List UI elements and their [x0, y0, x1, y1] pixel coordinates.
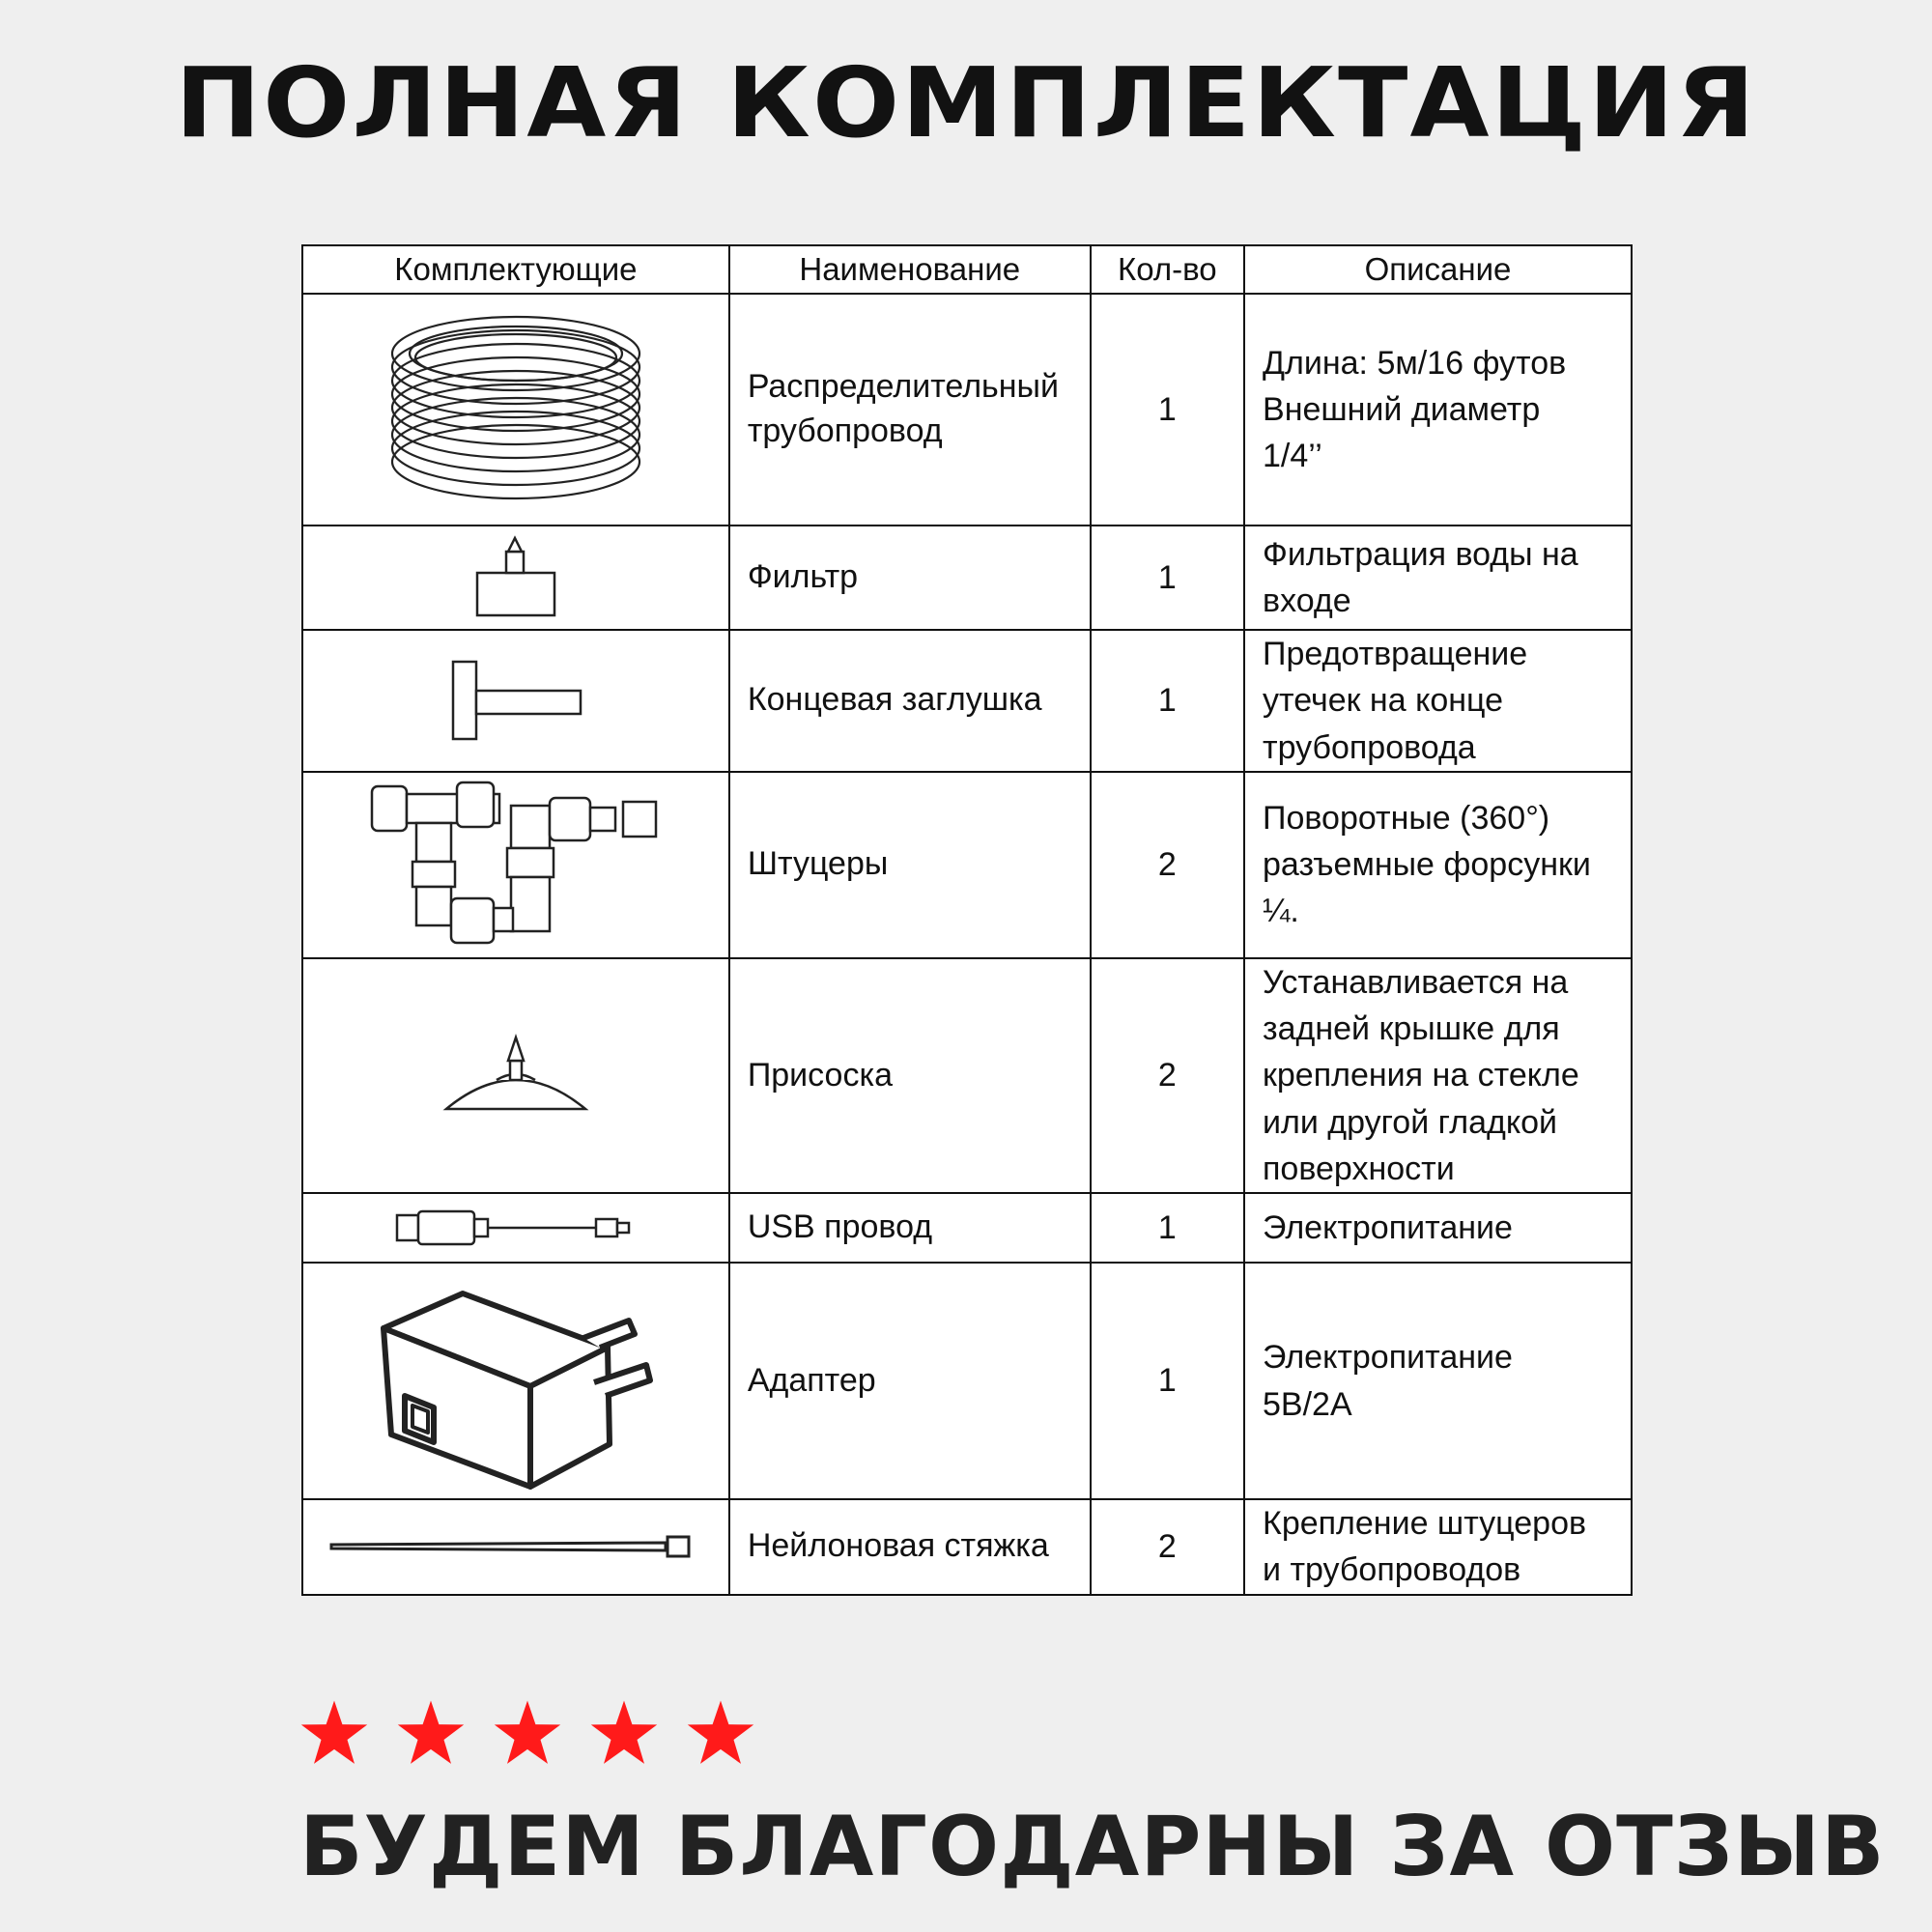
tubing-coil-icon	[385, 303, 646, 516]
item-description: Предотвращение утечек на конце трубопровода	[1244, 630, 1632, 772]
table-row	[302, 1499, 1632, 1595]
fittings-icon	[366, 773, 666, 956]
review-request: БУДЕМ БЛАГОДАРНЫ ЗА ОТЗЫВ	[299, 1799, 1886, 1895]
table-row	[302, 1263, 1632, 1499]
item-description: Крепление штуцеров и трубопроводов	[1244, 1499, 1632, 1595]
item-description: Электропитание	[1244, 1193, 1632, 1263]
usb-cable-icon	[395, 1204, 637, 1252]
components-table	[301, 244, 1633, 1596]
star-icon	[396, 1700, 466, 1768]
item-description: Поворотные (360°) разъемные форсунки ¼.	[1244, 772, 1632, 958]
item-qty: 1	[1091, 526, 1244, 630]
item-description: Фильтрация воды на входе	[1244, 526, 1632, 630]
item-description: Устанавливается на задней крышке для крепления на стекле или другой гладкой поверхности	[1244, 958, 1632, 1193]
table-row	[302, 294, 1632, 526]
end-plug-icon	[443, 657, 588, 744]
power-adapter-icon	[376, 1270, 656, 1492]
item-description: Электропитание 5В/2А	[1244, 1263, 1632, 1499]
table-row	[302, 630, 1632, 772]
item-name: Распределительный трубопровод	[729, 294, 1091, 526]
item-name: Адаптер	[729, 1263, 1091, 1499]
star-icon	[589, 1700, 659, 1768]
header-description: Описание	[1244, 245, 1632, 294]
item-qty: 2	[1091, 958, 1244, 1193]
star-icon	[299, 1700, 369, 1768]
table-header-row	[302, 245, 1632, 294]
item-name: USB провод	[729, 1193, 1091, 1263]
item-qty: 1	[1091, 1263, 1244, 1499]
item-name: Присоска	[729, 958, 1091, 1193]
star-icon	[493, 1700, 562, 1768]
header-name: Наименование	[729, 245, 1091, 294]
item-qty: 1	[1091, 1193, 1244, 1263]
suction-cup-icon	[439, 1032, 593, 1119]
item-name: Концевая заглушка	[729, 630, 1091, 772]
item-name: Штуцеры	[729, 772, 1091, 958]
table-row	[302, 526, 1632, 630]
cable-tie-icon	[327, 1527, 704, 1566]
filter-icon	[468, 534, 564, 621]
header-qty: Кол-во	[1091, 245, 1244, 294]
table-row	[302, 772, 1632, 958]
item-qty: 1	[1091, 294, 1244, 526]
header-components: Комплектующие	[302, 245, 729, 294]
item-name: Нейлоновая стяжка	[729, 1499, 1091, 1595]
page-title: ПОЛНАЯ КОМПЛЕКТАЦИЯ	[175, 46, 1757, 159]
item-description: Длина: 5м/16 футов Внешний диаметр 1/4’’	[1244, 294, 1632, 526]
item-qty: 1	[1091, 630, 1244, 772]
item-qty: 2	[1091, 772, 1244, 958]
rating-stars	[299, 1700, 755, 1768]
table-row	[302, 1193, 1632, 1263]
table-row	[302, 958, 1632, 1193]
star-icon	[686, 1700, 755, 1768]
item-name: Фильтр	[729, 526, 1091, 630]
item-qty: 2	[1091, 1499, 1244, 1595]
